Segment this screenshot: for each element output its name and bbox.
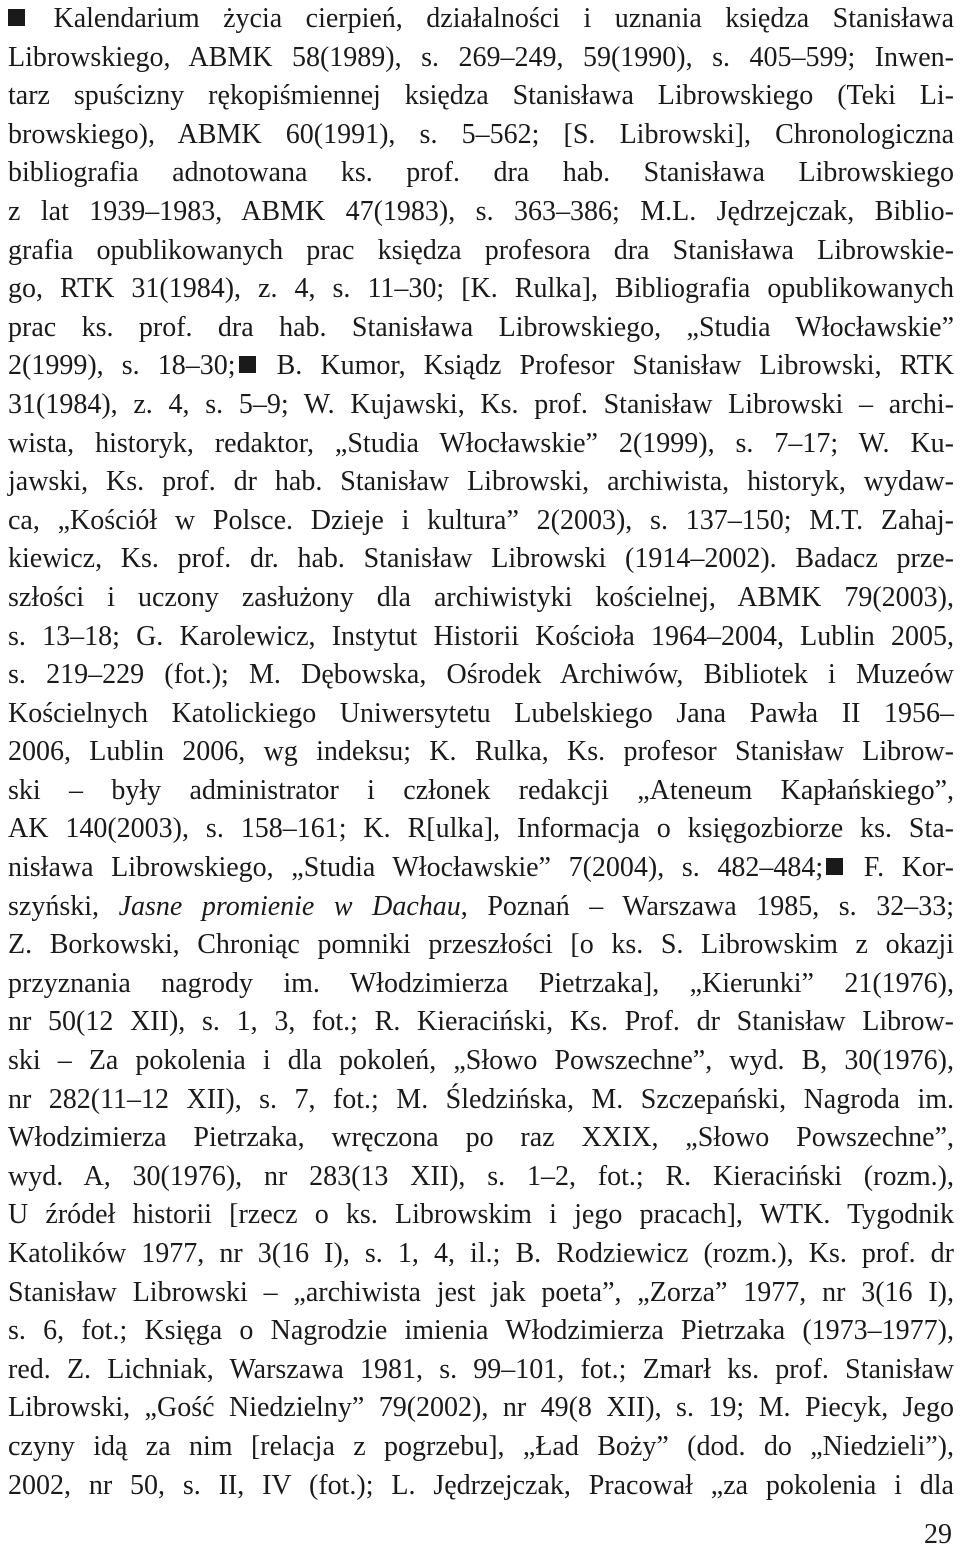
text-span: Kalendarium życia cierpień, działalności i uznania księdza Stanisława [30, 3, 954, 34]
text-line: szłości i uczony zasłużony dla archiwistyki kościelnej, ABMK 79(2003), [8, 581, 954, 613]
text-line: nr 50(12 XII), s. 1, 3, fot.; R. Kieraciński, Ks. Prof. dr Stanisław Librow- [8, 1006, 954, 1038]
text-line: ski – Za pokolenia i dla pokoleń, „Słowo Powszechne”, wyd. B, 30(1976), [8, 1045, 954, 1077]
book-title: Jasne promienie w Dachau [118, 890, 461, 922]
text-line: jawski, Ks. prof. dr hab. Stanisław Librowski, archiwista, historyk, wydaw- [8, 466, 954, 498]
text-span: nisława Librowskiego, „Studia Włocławskie” 7(2004), s. 482–484; [8, 852, 824, 884]
text-line: Librowski, „Gość Niedzielny” 79(2002), nr 49(8 XII), s. 19; M. Piecyk, Jego [8, 1392, 954, 1424]
text-line: 2006, Lublin 2006, wg indeksu; K. Rulka, Ks. profesor Stanisław Librow- [8, 736, 954, 768]
text-span: B. Kumor, Ksiądz Profesor Stanisław Librowski, RTK [258, 350, 954, 382]
text-span: , Poznań – Warszawa 1985, s. 32–33; [460, 890, 955, 922]
text-line: grafia opublikowanych prac księdza profesora dra Stanisława Librowskie- [8, 234, 954, 266]
text-line: przyznania nagrody im. Włodzimierza Pietrzaka], „Kierunki” 21(1976), [8, 967, 954, 999]
text-line: Librowskiego, ABMK 58(1989), s. 269–249, 59(1990), s. 405–599; Inwen- [8, 41, 954, 73]
black-square-bullet-icon [826, 858, 843, 875]
text-line: bibliografia adnotowana ks. prof. dra hab. Stanisława Librowskiego [8, 157, 954, 189]
text-line: 31(1984), z. 4, s. 5–9; W. Kujawski, Ks. prof. Stanisław Librowski – archi- [8, 388, 954, 420]
text-line: Katolików 1977, nr 3(16 I), s. 1, 4, il.; B. Rodziewicz (rozm.), Ks. prof. dr [8, 1238, 954, 1269]
text-line [8, 0, 954, 39]
text-line: Z. Borkowski, Chroniąc pomniki przeszłości [o ks. S. Librowskim z okazji [8, 929, 954, 961]
text-line: 2002, nr 50, s. II, IV (fot.); L. Jędrzejczak, Pracował „za pokolenia i dla [8, 1469, 954, 1501]
text-line: AK 140(2003), s. 158–161; K. R[ulka], Informacja o księgozbiorze ks. Sta- [8, 813, 954, 845]
text-line: ski – były administrator i członek redakcji „Ateneum Kapłańskiego”, [8, 774, 954, 806]
text-line: nr 282(11–12 XII), s. 7, fot.; M. Śledzińska, M. Szczepański, Nagroda im. [8, 1083, 954, 1115]
text-line: wyd. A, 30(1976), nr 283(13 XII), s. 1–2, fot.; R. Kieraciński (rozm.), [8, 1160, 954, 1192]
text-line: Kościelnych Katolickiego Uniwersytetu Lubelskiego Jana Pawła II 1956– [8, 697, 954, 729]
text-line: prac ks. prof. dra hab. Stanisława Librowskiego, „Studia Włocławskie” [8, 311, 954, 343]
black-square-bullet-icon [8, 9, 25, 26]
text-line: s. 13–18; G. Karolewicz, Instytut Historii Kościoła 1964–2004, Lublin 2005, [8, 620, 954, 652]
bibliography-column [8, 0, 954, 1505]
text-line: kiewicz, Ks. prof. dr. hab. Stanisław Librowski (1914–2002). Badacz prze- [8, 543, 954, 575]
text-line: s. 219–229 (fot.); M. Dębowska, Ośrodek Archiwów, Bibliotek i Muzeów [8, 659, 954, 691]
text-line: red. Z. Lichniak, Warszawa 1981, s. 99–101, fot.; Zmarł ks. prof. Stanisław [8, 1353, 954, 1385]
black-square-bullet-icon [239, 356, 256, 373]
page-number: 29 [924, 1519, 952, 1550]
text-line: U źródeł historii [rzecz o ks. Librowskim i jego pracach], WTK. Tygodnik [8, 1199, 954, 1231]
text-line: wista, historyk, redaktor, „Studia Włocławskie” 2(1999), s. 7–17; W. Ku- [8, 427, 954, 459]
text-line: go, RTK 31(1984), z. 4, s. 11–30; [K. Rulka], Bibliografia opublikowanych [8, 273, 954, 305]
text-span: F. Kor- [846, 852, 955, 884]
text-line: s. 6, fot.; Księga o Nagrodzie imienia Włodzimierza Pietrzaka (1973–1977), [8, 1315, 954, 1347]
text-line [8, 347, 954, 386]
text-line [8, 849, 954, 888]
text-line [8, 888, 954, 927]
text-span: 2(1999), s. 18–30; [8, 350, 236, 382]
text-line: Włodzimierza Pietrzaka, wręczona po raz XXIX, „Słowo Powszechne”, [8, 1122, 954, 1154]
text-line: ca, „Kościół w Polsce. Dzieje i kultura” 2(2003), s. 137–150; M.T. Zahaj- [8, 504, 954, 536]
text-span: szyński, [8, 890, 99, 922]
text-line: tarz spuścizny rękopiśmiennej księdza Stanisława Librowskiego (Teki Li- [8, 80, 954, 112]
text-line: Stanisław Librowski – „archiwista jest jak poeta”, „Zorza” 1977, nr 3(16 I), [8, 1276, 954, 1308]
text-line: z lat 1939–1983, ABMK 47(1983), s. 363–386; M.L. Jędrzejczak, Biblio- [8, 195, 954, 227]
text-line: browskiego), ABMK 60(1991), s. 5–562; [S. Librowski], Chronologiczna [8, 118, 954, 150]
text-line: czyny idą za nim [relacja z pogrzebu], „Ład Boży” (dod. do „Niedzieli”), [8, 1430, 954, 1462]
